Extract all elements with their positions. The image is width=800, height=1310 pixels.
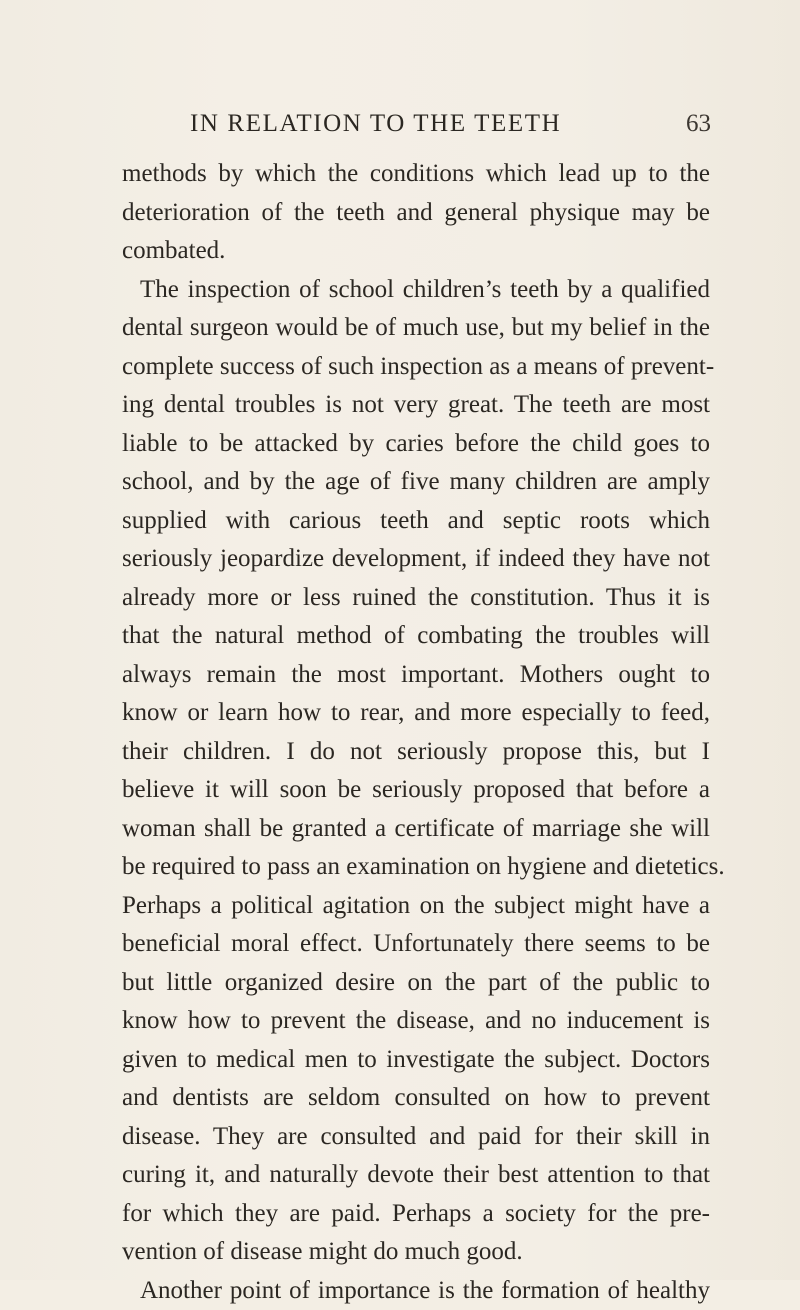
- text-line: disease. They are consulted and paid for their skill in: [122, 1118, 710, 1157]
- text-line: woman shall be granted a certificate of marriage she will: [122, 810, 710, 849]
- text-line: Another point of importance is the formation of healthy: [122, 1272, 710, 1310]
- text-line: liable to be attacked by caries before the child goes to: [122, 425, 710, 464]
- text-line: seriously jeopardize development, if indeed they have not: [122, 540, 710, 579]
- text-line: their children. I do not seriously propose this, but I: [122, 733, 710, 772]
- text-line: and dentists are seldom consulted on how to prevent: [122, 1079, 710, 1118]
- text-line: dental surgeon would be of much use, but my belief in the: [122, 309, 710, 348]
- text-line: Perhaps a political agitation on the subject might have a: [122, 887, 710, 926]
- text-line: beneficial moral effect. Unfortunately there seems to be: [122, 925, 710, 964]
- running-head: IN RELATION TO THE TEETH: [190, 104, 561, 144]
- text-line: but little organized desire on the part of the public to: [122, 964, 710, 1003]
- page-header: [0, 104, 800, 144]
- text-line: The inspection of school children’s teeth by a qualified: [122, 271, 710, 310]
- text-line: deterioration of the teeth and general physique may be: [122, 194, 710, 233]
- text-line: know or learn how to rear, and more especially to feed,: [122, 694, 710, 733]
- text-line: supplied with carious teeth and septic roots which: [122, 502, 710, 541]
- text-line: given to medical men to investigate the subject. Doctors: [122, 1041, 710, 1080]
- text-line: know how to prevent the disease, and no inducement is: [122, 1002, 710, 1041]
- text-line: ing dental troubles is not very great. The teeth are most: [122, 386, 710, 425]
- text-line: vention of disease might do much good.: [122, 1233, 710, 1272]
- page-number: 63: [686, 104, 711, 144]
- text-line: always remain the most important. Mothers ought to: [122, 656, 710, 695]
- text-line: that the natural method of combating the troubles will: [122, 617, 710, 656]
- text-line: complete success of such inspection as a means of prevent-: [122, 348, 710, 387]
- body-text: [122, 155, 710, 1310]
- text-line: combated.: [122, 232, 710, 271]
- text-line: methods by which the conditions which lead up to the: [122, 155, 710, 194]
- text-line: already more or less ruined the constitution. Thus it is: [122, 579, 710, 618]
- text-line: be required to pass an examination on hygiene and dietetics.: [122, 848, 710, 887]
- text-line: for which they are paid. Perhaps a society for the pre-: [122, 1195, 710, 1234]
- text-line: school, and by the age of five many children are amply: [122, 463, 710, 502]
- text-line: believe it will soon be seriously proposed that before a: [122, 771, 710, 810]
- text-line: curing it, and naturally devote their best attention to that: [122, 1156, 710, 1195]
